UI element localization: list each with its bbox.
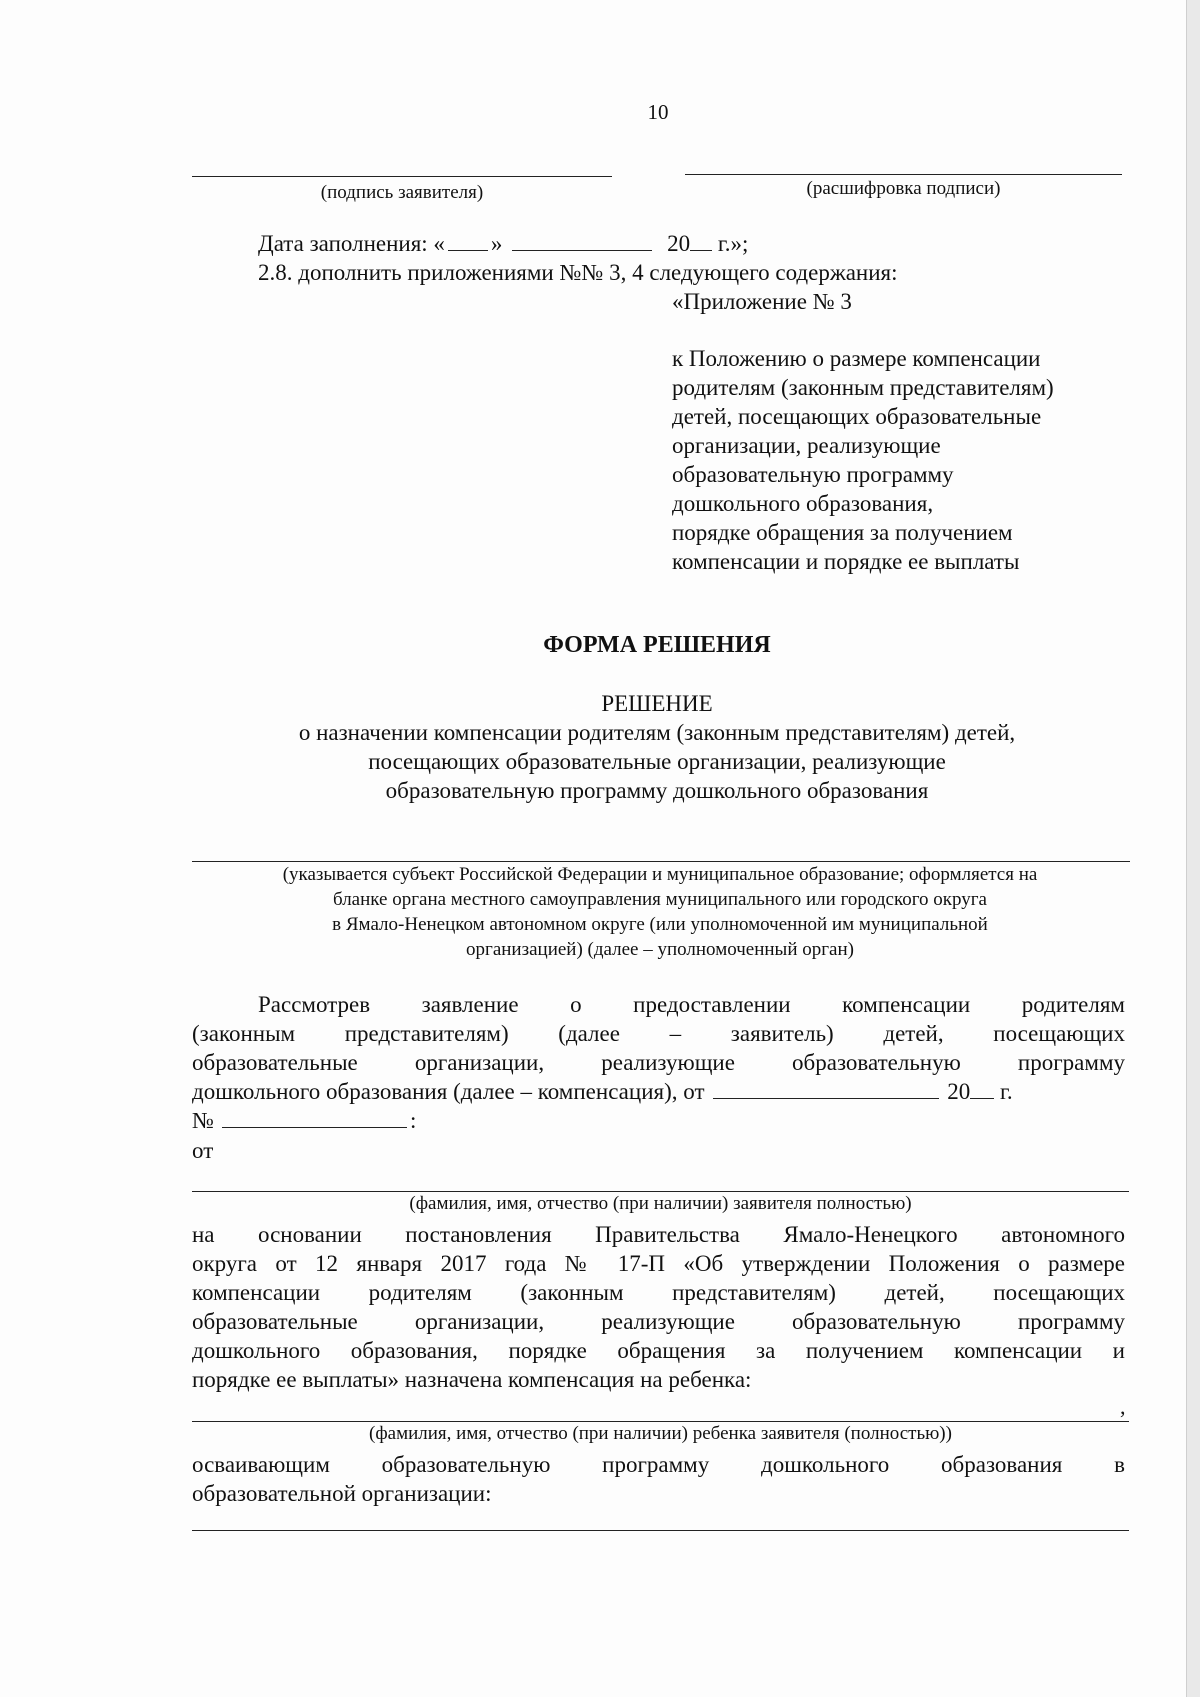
signature-line (192, 176, 612, 177)
body1-year: 20 (947, 1079, 971, 1104)
fill-date-label: Дата заполнения: « (258, 231, 445, 256)
organ-caption-line: в Ямало-Ненецком автономном округе (или уполномоченной им муниципальной (332, 914, 988, 935)
signature-caption: (подпись заявителя) (320, 182, 484, 203)
organ-caption-line: бланке органа местного самоуправления муниципального или городского округа (333, 889, 987, 910)
applicant-line (192, 1191, 1129, 1192)
body2-last-line: порядке ее выплаты» назначена компенсация на ребенка: (192, 1367, 752, 1392)
appendix-line: организации, реализующие (672, 433, 941, 458)
day-blank (448, 249, 488, 251)
organ-caption-line: (указывается субъект Российской Федерации и муниципальное образование; оформляется на (282, 864, 1038, 885)
number-line (192, 1106, 592, 1135)
month-blank (512, 249, 652, 251)
appendix-line: к Положению о размере компенсации (672, 346, 1041, 371)
fill-date-line (258, 229, 1158, 258)
body1-line: (законным представителям) (далее – заявитель) детей, посещающих (192, 1021, 1125, 1046)
body2-line: округа от 12 января 2017 года № 17-П «Об утверждении Положения о размере (192, 1251, 1125, 1276)
body3-line: образовательной организации: (192, 1481, 492, 1506)
decision-subtitle-line: о назначении компенсации родителям (законным представителям) детей, (298, 720, 1016, 745)
child-caption: (фамилия, имя, отчество (при наличии) ребенка заявителя (полностью)) (369, 1423, 952, 1444)
appendix-line: родителям (законным представителям) (672, 375, 1054, 400)
number-blank (222, 1126, 407, 1128)
appendix-line: порядке обращения за получением (672, 520, 1013, 545)
signature-transcript-line (685, 174, 1122, 175)
decision-title: РЕШЕНИЕ (601, 691, 713, 716)
number-label: № (192, 1108, 214, 1133)
item-2-8: 2.8. дополнить приложениями №№ 3, 4 следующего содержания: (258, 260, 898, 285)
fill-date-tail: г.»; (712, 231, 749, 256)
child-comma: , (1120, 1394, 1126, 1419)
decision-subtitle-line: посещающих образовательные организации, реализующие (368, 749, 946, 774)
child-line (192, 1421, 1129, 1422)
body2-line: на основании постановления Правительства Ямало-Ненецкого автономного (192, 1222, 1125, 1247)
appendix-line: компенсации и порядке ее выплаты (672, 549, 1020, 574)
fill-date-mid: » (490, 231, 503, 256)
page-number: 10 (647, 100, 669, 124)
body2-line: дошкольного образования, порядке обращения за получением компенсации и (192, 1338, 1125, 1363)
from-label: от (192, 1138, 214, 1163)
year-blank (690, 249, 712, 251)
organ-caption (182, 862, 1138, 962)
appendix-title: «Приложение № 3 (672, 289, 852, 314)
organization-line (192, 1530, 1129, 1531)
body1-tail: г. (994, 1079, 1013, 1104)
body3-line: осваивающим образовательную программу дошкольного образования в (192, 1452, 1125, 1477)
applicant-caption: (фамилия, имя, отчество (при наличии) заявителя полностью) (409, 1193, 912, 1214)
appendix-line: дошкольного образования, (672, 491, 934, 516)
organ-caption-line: организацией) (далее – уполномоченный орган) (466, 939, 854, 960)
body1-date-text: дошкольного образования (далее – компенсация), от (192, 1079, 705, 1104)
year-blank (970, 1097, 994, 1099)
body1-line: Рассмотрев заявление о предоставлении компенсации родителям (258, 992, 1125, 1017)
body1-date-line (192, 1077, 1132, 1106)
appendix-text (672, 344, 1152, 576)
date-blank (713, 1097, 939, 1099)
appendix-line: образовательную программу (672, 462, 954, 487)
decision-subtitle-line: образовательную программу дошкольного образования (385, 778, 929, 803)
decision-header (192, 689, 1122, 805)
appendix-line: детей, посещающих образовательные (672, 404, 1042, 429)
signature-transcript-caption: (расшифровка подписи) (806, 178, 1001, 199)
body2-line: компенсации родителям (законным представителям) детей, посещающих (192, 1280, 1125, 1305)
form-title: ФОРМА РЕШЕНИЯ (543, 632, 771, 658)
fill-date-year: 20 (667, 231, 691, 256)
number-colon: : (409, 1108, 417, 1133)
body2-line: образовательные организации, реализующие образовательную программу (192, 1309, 1125, 1334)
body1-line: образовательные организации, реализующие образовательную программу (192, 1050, 1125, 1075)
